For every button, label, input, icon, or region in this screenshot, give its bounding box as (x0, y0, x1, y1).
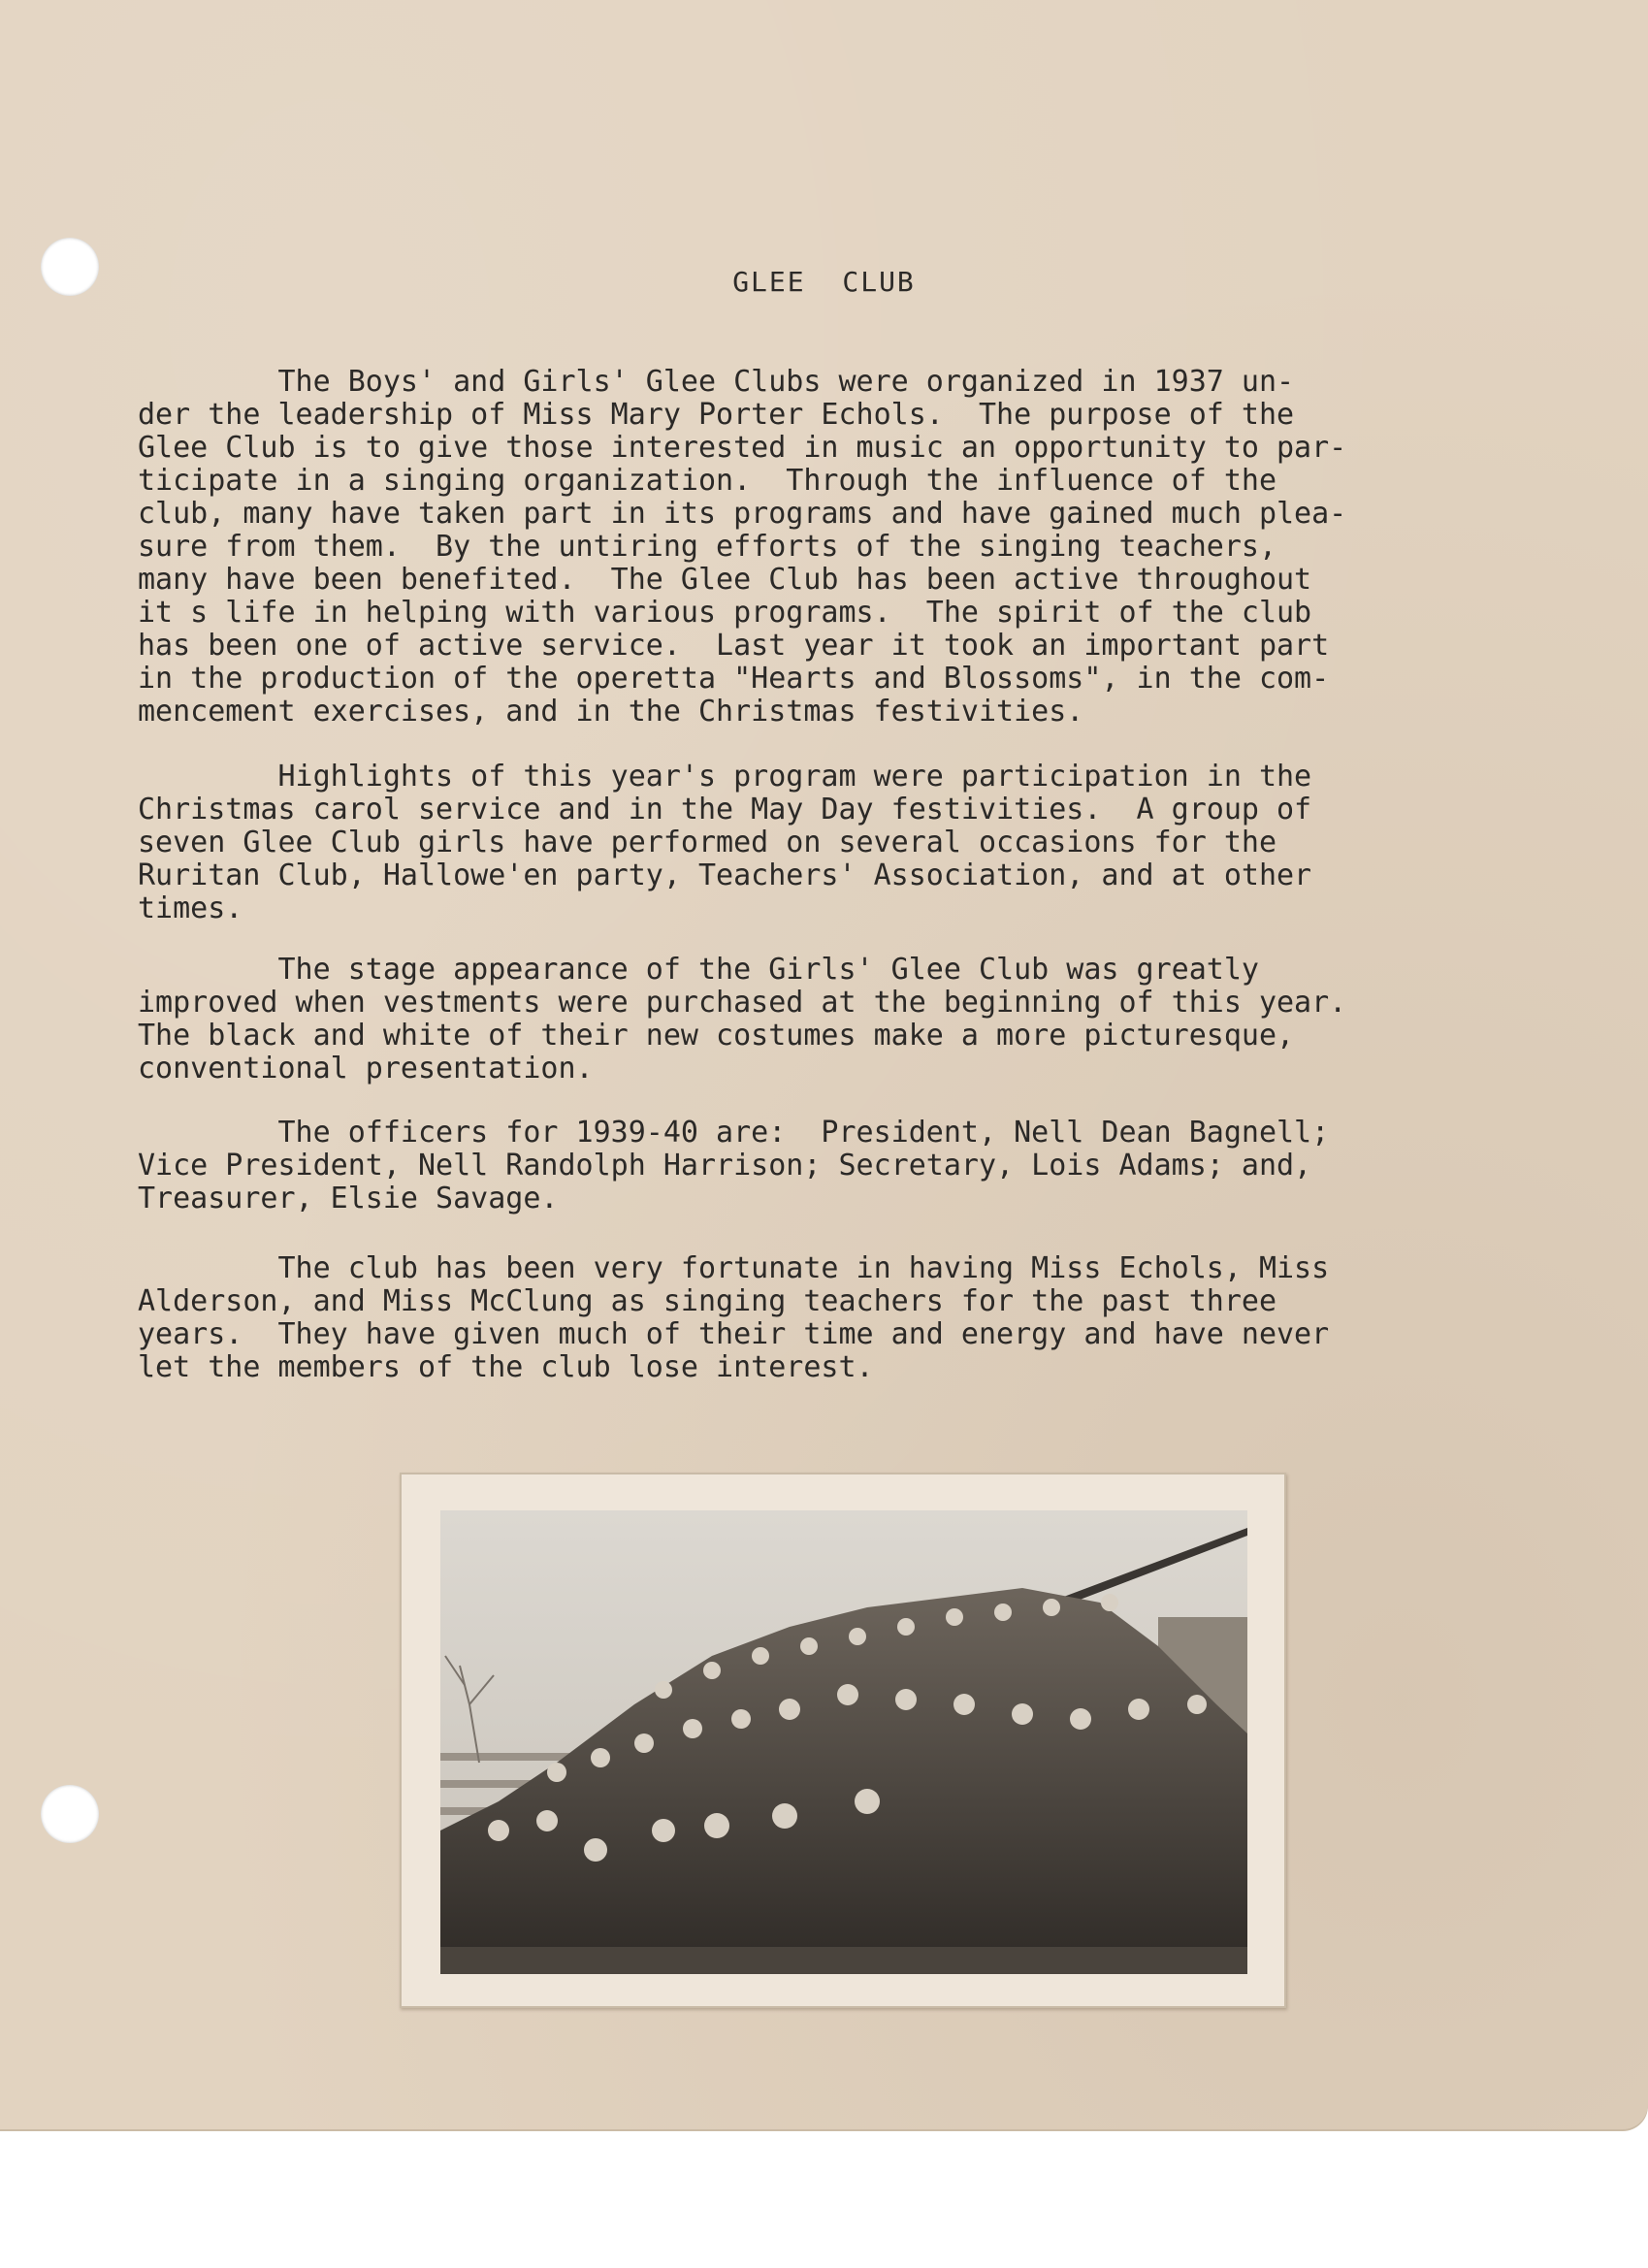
paragraph-teachers: The club has been very fortunate in having Miss Echols, Miss Alderson, and Miss McClung as singing teachers for the past three years. They have given much of their time and energy and have never let the members of the club lose interest. (138, 1251, 1330, 1384)
paragraph-highlights: Highlights of this year's program were participation in the Christmas carol service and in the May Day festivities. A group of seven Glee Club girls have performed on several occasions for the Ruritan Club, Hallowe'en party, Teachers' Association, and at other times. (138, 760, 1312, 925)
group-photo (440, 1510, 1247, 1974)
paragraph-officers: The officers for 1939-40 are: President, Nell Dean Bagnell; Vice President, Nell Randolph Harrison; Secretary, Lois Adams; and, Treasurer, Elsie Savage. (138, 1116, 1330, 1215)
page-title: GLEE CLUB (732, 266, 916, 298)
group-photo-icon (440, 1510, 1247, 1974)
photo-mount (400, 1473, 1286, 2008)
paragraph-history: The Boys' and Girls' Glee Clubs were organized in 1937 un- der the leadership of Miss Mary Porter Echols. The purpose of the Glee Club is to give those interested in music an opportunity to par- ticipate in a singing organization. Through the influence of the club, many have taken part in its programs and have gained much plea- sure from them. By the untiring efforts of the singing teachers, many have been benefited. The Glee Club has been active throughout it s life in helping with various programs. The spirit of the club has been one of active service. Last year it took an important part in the production of the operetta "Hearts and Blossoms", in the com- mencement exercises, and in the Christmas festivities. (138, 365, 1347, 729)
paragraph-vestments: The stage appearance of the Girls' Glee Club was greatly improved when vestments were purchased at the beginning of this year. The black and white of their new costumes make a more picturesque, conventional presentation. (138, 953, 1347, 1085)
punch-hole-bottom (41, 1785, 99, 1843)
